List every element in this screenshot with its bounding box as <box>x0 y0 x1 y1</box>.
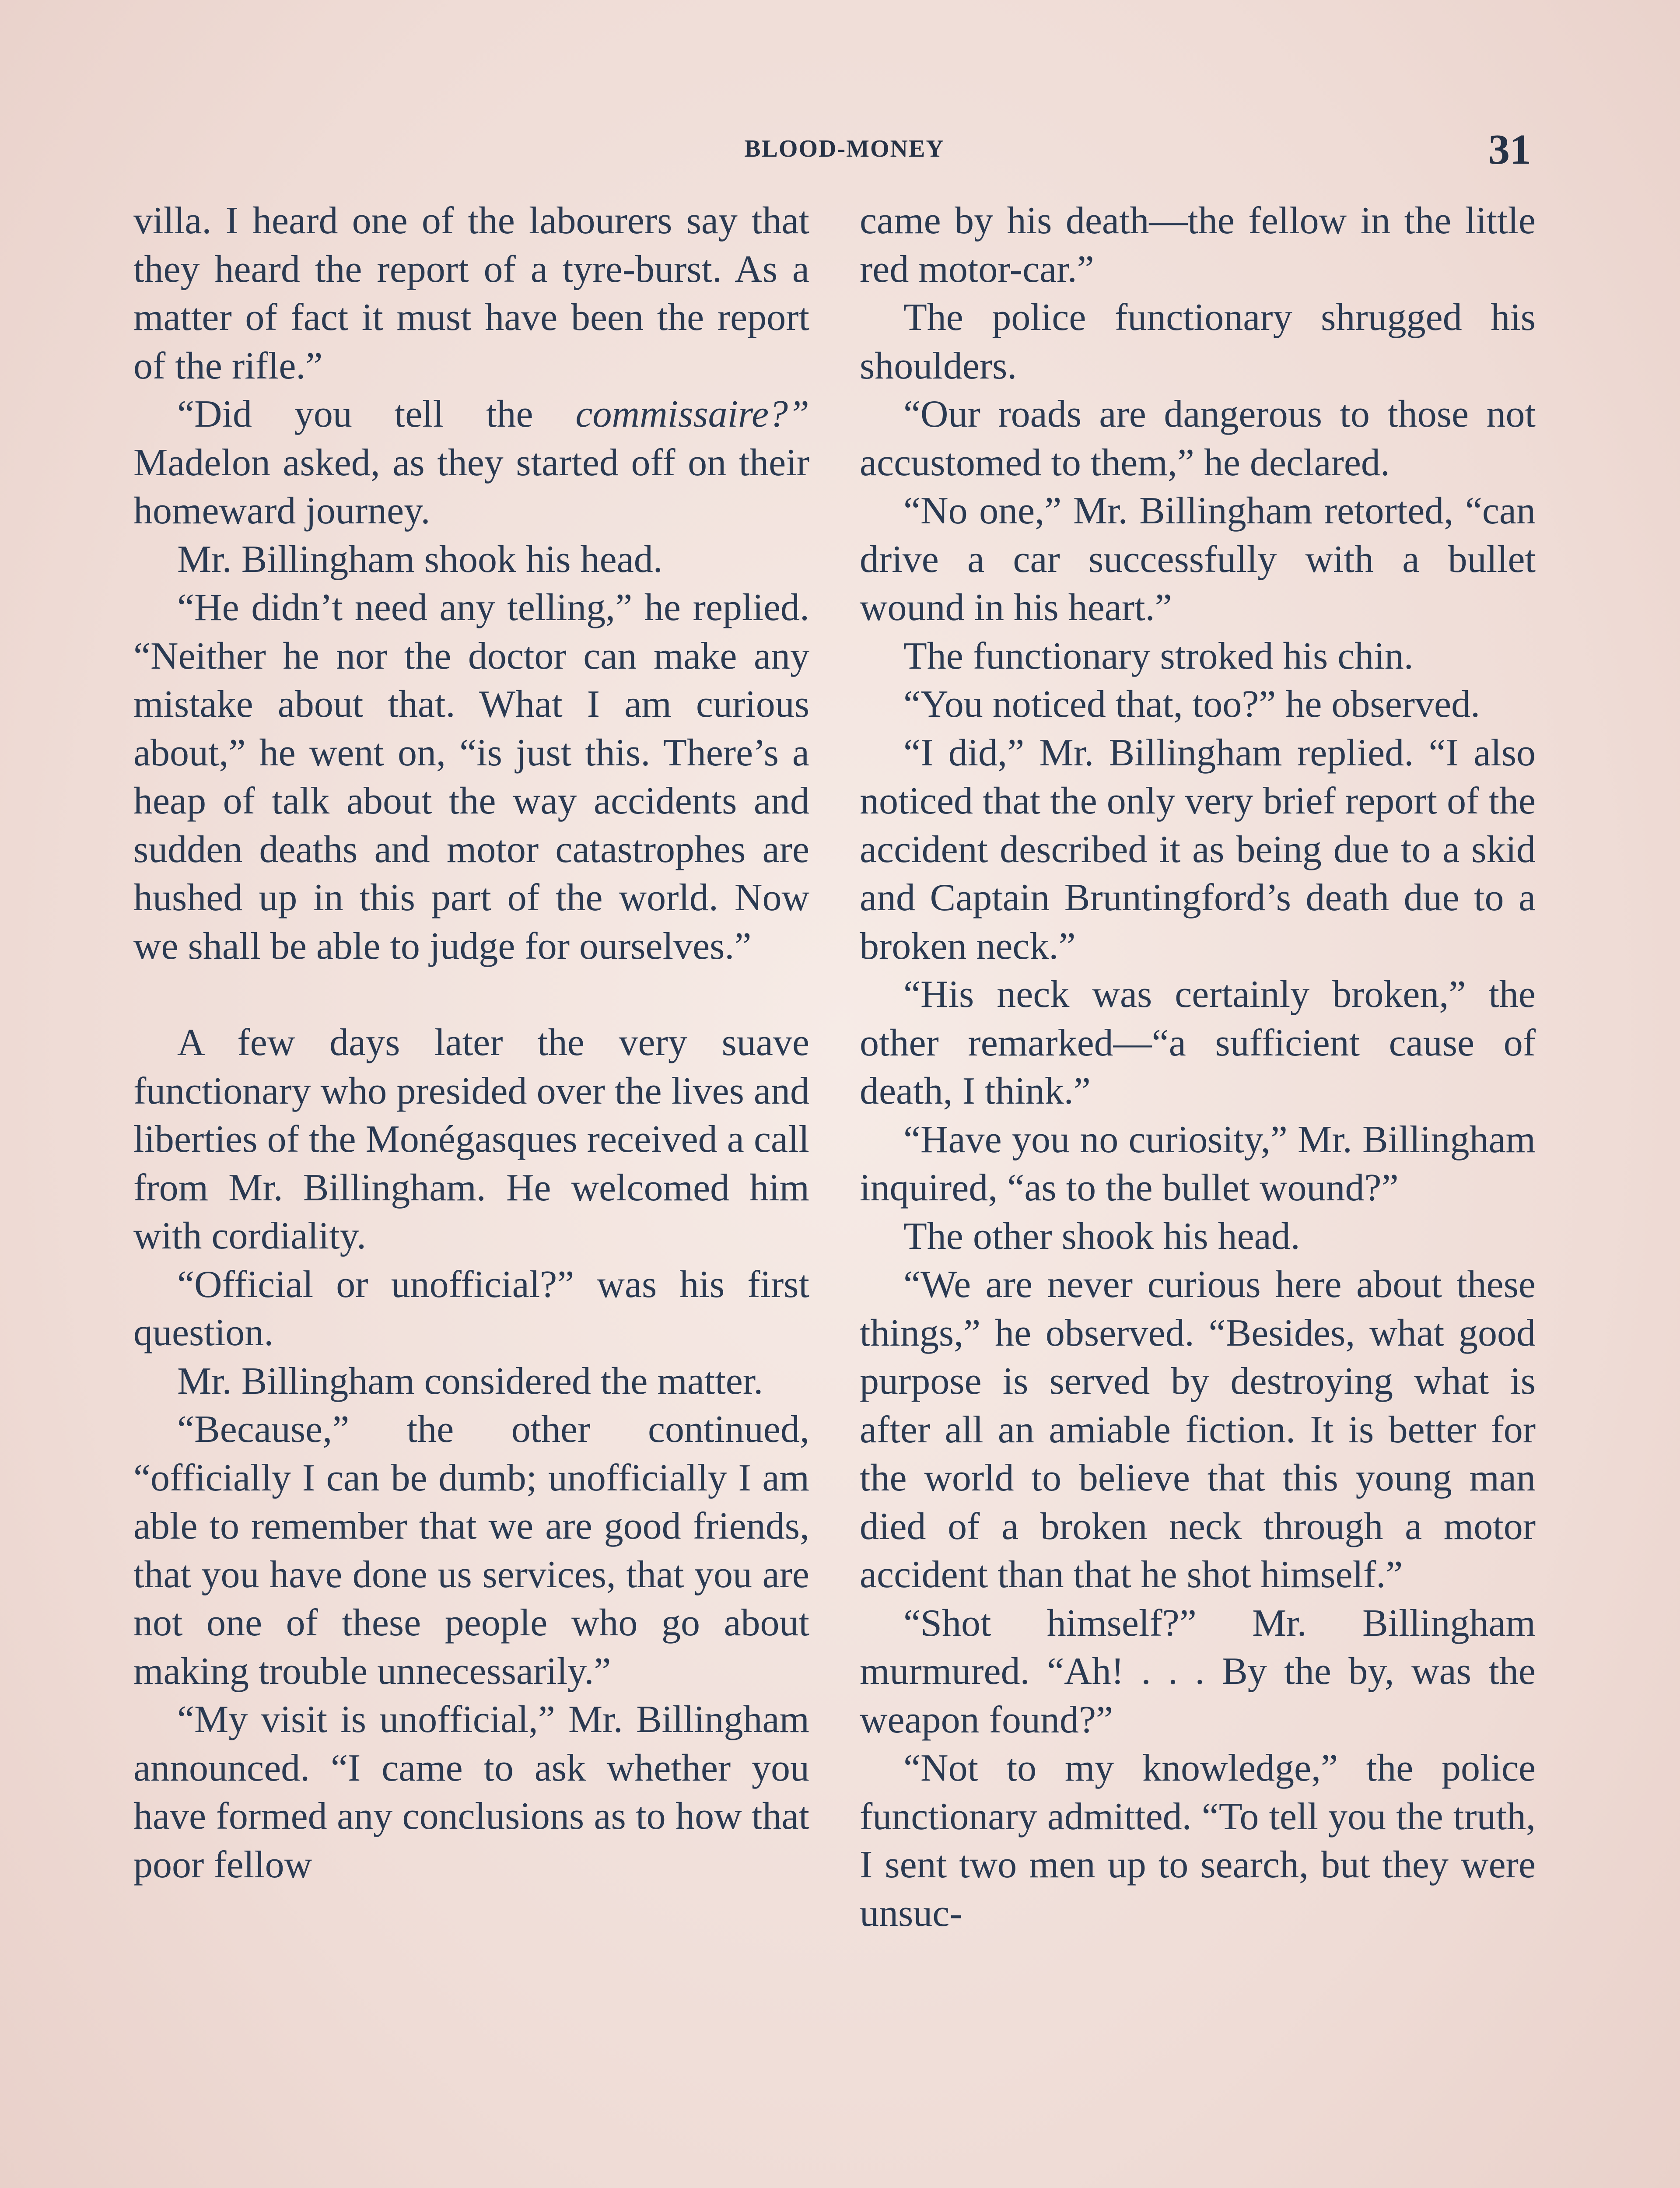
page-number: 31 <box>1488 126 1531 173</box>
right-column <box>860 197 1536 1938</box>
page-header <box>0 126 1680 179</box>
left-column <box>133 197 809 1889</box>
running-title: BLOOD-MONEY <box>744 135 945 162</box>
paragraph: “My visit is unofficial,” Mr. Billingham announced. “I came to ask whether you have formed any conclusions as to how that poor fellow <box>133 1698 809 1886</box>
paragraph: villa. I heard one of the labourers say that they heard the report of a tyre-burst. As a matter of fact it must have been the report of the rifle.” <box>133 200 809 387</box>
paragraph <box>133 390 809 536</box>
paragraph: “We are never curious here about these things,” he observed. “Besides, what good purpose is served by destroying what is after all an amiable fiction. It is better for the world to believe that this young man died of a broken neck through a motor accident than that he shot himself.” <box>860 1263 1536 1596</box>
paragraph: “I did,” Mr. Billingham replied. “I also noticed that the only very brief report of the accident described it as being due to a skid and Captain Bruntingford’s death due to a broken neck.” <box>860 731 1536 968</box>
paragraph: “You noticed that, too?” he observed. <box>903 683 1480 726</box>
paragraph: “Not to my knowledge,” the police functionary admitted. “To tell you the truth, I sent two men up to search, but they were unsuc- <box>860 1747 1536 1935</box>
text-run: “Did you tell the <box>177 393 576 435</box>
paragraph: “Because,” the other continued, “officially I can be dumb; unofficially I am able to remember that we are good friends, that you have done us services, that you are not one of these people who go about making trouble unnecessarily.” <box>133 1408 809 1693</box>
paragraph: “Have you no curiosity,” Mr. Billingham inquired, “as to the bullet wound?” <box>860 1118 1536 1209</box>
paragraph: The functionary stroked his chin. <box>903 635 1414 677</box>
italic-text: commissaire?” <box>575 393 809 435</box>
paragraph: came by his death—the fellow in the little red motor-car.” <box>860 200 1536 291</box>
paragraph: The police functionary shrugged his shoulders. <box>860 296 1536 387</box>
paragraph: “Official or unofficial?” was his first question. <box>133 1263 809 1354</box>
paragraph: Mr. Billingham considered the matter. <box>177 1360 763 1403</box>
paragraph: A few days later the very suave functionary who presided over the lives and liberties of the Monégasques received a call from Mr. Billingham. He welcomed him with cordiality. <box>133 1021 809 1257</box>
paragraph: “His neck was certainly broken,” the other remarked—“a sufficient cause of death, I think.” <box>860 973 1536 1112</box>
paragraph: The other shook his head. <box>903 1215 1300 1258</box>
paragraph: “No one,” Mr. Billingham retorted, “can drive a car successfully with a bullet wound in his heart.” <box>860 490 1536 629</box>
section-break <box>133 971 809 1019</box>
paragraph: “Our roads are dangerous to those not accustomed to them,” he declared. <box>860 393 1536 484</box>
paragraph: “Shot himself?” Mr. Billingham murmured. “Ah! . . . By the by, was the weapon found?” <box>860 1602 1536 1741</box>
text-run: Madelon asked, as they started off on their homeward journey. <box>133 441 809 532</box>
paragraph: Mr. Billingham shook his head. <box>177 538 663 581</box>
paragraph: “He didn’t need any telling,” he replied. “Neither he nor the doctor can make any mistake about that. What I am curious about,” he went on, “is just this. There’s a heap of talk about the way accidents and sudden deaths and motor catastrophes are hushed up in this part of the world. Now we shall be able to judge for ourselves.” <box>133 586 809 968</box>
